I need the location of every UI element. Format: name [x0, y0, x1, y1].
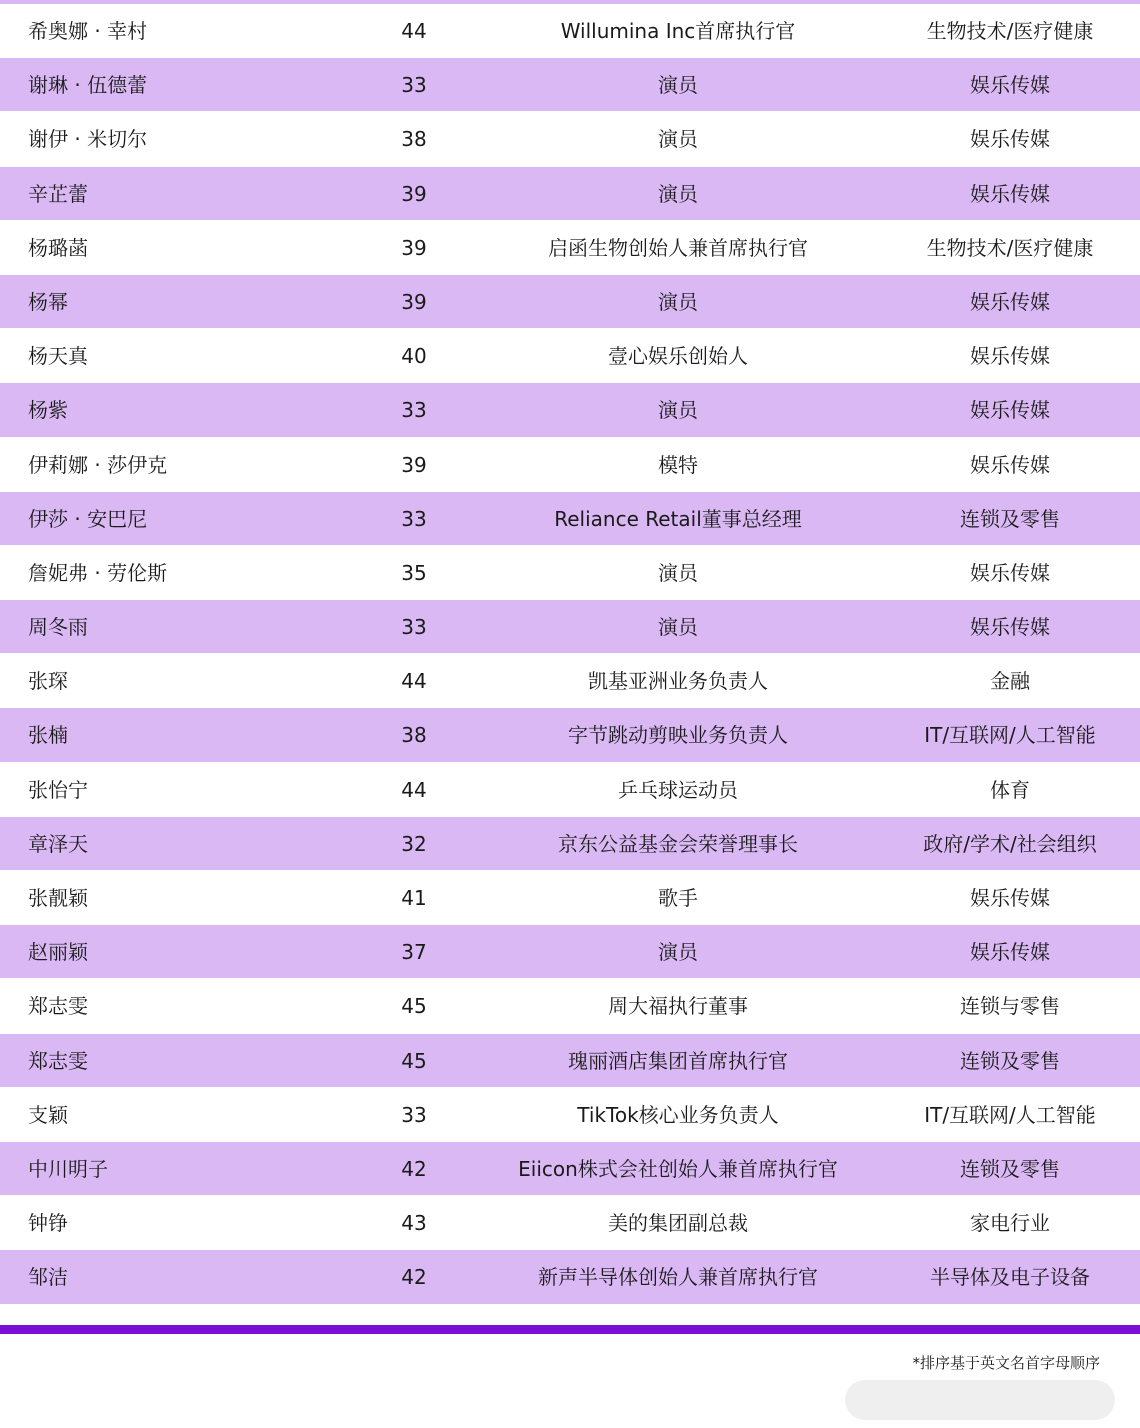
age-cell: 43 — [401, 1211, 427, 1236]
title-cell: 演员 — [658, 289, 698, 314]
title-cell: 演员 — [658, 127, 698, 152]
industry-cell: 连锁及零售 — [960, 506, 1060, 531]
age-cell: 33 — [401, 1102, 427, 1127]
title-cell: Reliance Retail董事总经理 — [554, 506, 802, 531]
age-cell: 33 — [401, 73, 427, 98]
name-cell: 邹洁 — [28, 1265, 68, 1290]
age-cell: 41 — [401, 886, 427, 910]
table-row — [0, 979, 1140, 1033]
industry-cell: 娱乐传媒 — [970, 452, 1050, 477]
title-cell: 演员 — [658, 73, 698, 98]
table-row — [0, 654, 1140, 708]
industry-cell: 半导体及电子设备 — [930, 1265, 1090, 1290]
name-cell: 张琛 — [28, 669, 68, 694]
age-cell: 44 — [401, 777, 427, 802]
title-cell: 歌手 — [658, 886, 698, 910]
name-cell: 伊莎 · 安巴尼 — [28, 506, 148, 531]
age-cell: 39 — [401, 289, 427, 314]
industry-cell: 娱乐传媒 — [970, 886, 1050, 910]
table-row — [0, 600, 1140, 654]
age-cell: 39 — [401, 235, 427, 260]
industry-cell: 娱乐传媒 — [970, 560, 1050, 585]
table-row — [0, 708, 1140, 762]
name-cell: 中川明子 — [28, 1156, 108, 1181]
table-row — [0, 112, 1140, 166]
name-cell: 张楠 — [28, 723, 68, 748]
table-row — [0, 1088, 1140, 1142]
title-cell: 演员 — [658, 398, 698, 423]
age-cell: 33 — [401, 615, 427, 640]
sort-footnote: *排序基于英文名首字母顺序 — [912, 1354, 1100, 1372]
age-cell: 42 — [401, 1265, 427, 1290]
industry-cell: IT/互联网/人工智能 — [924, 723, 1096, 748]
age-cell: 32 — [401, 831, 427, 856]
age-cell: 42 — [401, 1156, 427, 1181]
title-cell: 演员 — [658, 940, 698, 965]
table-row — [0, 383, 1140, 437]
table-row — [0, 438, 1140, 492]
name-cell: 杨璐菡 — [28, 235, 88, 260]
title-cell: 演员 — [658, 615, 698, 640]
table-row — [0, 817, 1140, 871]
title-cell: 周大福执行董事 — [608, 994, 748, 1019]
name-cell: 支颖 — [28, 1102, 68, 1127]
age-cell: 39 — [401, 181, 427, 206]
name-cell: 周冬雨 — [28, 615, 88, 640]
age-cell: 38 — [401, 723, 427, 748]
industry-cell: 体育 — [990, 777, 1030, 802]
people-table — [0, 4, 1140, 1305]
table-row — [0, 871, 1140, 925]
title-cell: Eiicon株式会社创始人兼首席执行官 — [518, 1156, 838, 1181]
title-cell: 壹心娱乐创始人 — [608, 344, 748, 369]
industry-cell: 金融 — [990, 669, 1030, 694]
table-row — [0, 329, 1140, 383]
age-cell: 45 — [401, 1048, 427, 1073]
title-cell: 凯基亚洲业务负责人 — [588, 669, 768, 694]
industry-cell: 连锁及零售 — [960, 1156, 1060, 1181]
industry-cell: 娱乐传媒 — [970, 940, 1050, 965]
title-cell: 启函生物创始人兼首席执行官 — [548, 235, 808, 260]
industry-cell: IT/互联网/人工智能 — [924, 1102, 1096, 1127]
industry-cell: 娱乐传媒 — [970, 181, 1050, 206]
title-cell: 演员 — [658, 560, 698, 585]
name-cell: 谢琳 · 伍德蕾 — [28, 73, 148, 98]
industry-cell: 生物技术/医疗健康 — [926, 19, 1094, 43]
table-row — [0, 4, 1140, 58]
industry-cell: 娱乐传媒 — [970, 344, 1050, 369]
name-cell: 希奥娜 · 幸村 — [28, 19, 148, 43]
title-cell: Willumina Inc首席执行官 — [560, 19, 796, 43]
name-cell: 赵丽颖 — [28, 940, 88, 965]
age-cell: 33 — [401, 398, 427, 423]
table-row — [0, 58, 1140, 112]
table-row — [0, 492, 1140, 546]
title-cell: 新声半导体创始人兼首席执行官 — [538, 1265, 818, 1290]
name-cell: 杨紫 — [28, 398, 68, 423]
title-cell: 乒乓球运动员 — [618, 777, 738, 802]
title-cell: 美的集团副总裁 — [608, 1211, 748, 1236]
title-cell: 演员 — [658, 181, 698, 206]
age-cell: 40 — [401, 344, 427, 369]
industry-cell: 娱乐传媒 — [970, 289, 1050, 314]
footer-accent-bar — [0, 1325, 1140, 1334]
industry-cell: 连锁与零售 — [960, 994, 1060, 1019]
name-cell: 郑志雯 — [28, 1048, 88, 1073]
industry-cell: 生物技术/医疗健康 — [926, 235, 1094, 260]
table-row — [0, 167, 1140, 221]
age-cell: 44 — [401, 19, 427, 43]
table-row — [0, 1196, 1140, 1250]
table-row — [0, 275, 1140, 329]
age-cell: 35 — [401, 560, 427, 585]
table-row — [0, 925, 1140, 979]
table-row — [0, 1142, 1140, 1196]
name-cell: 谢伊 · 米切尔 — [28, 127, 148, 152]
name-cell: 伊莉娜 · 莎伊克 — [28, 452, 168, 477]
name-cell: 章泽天 — [28, 831, 88, 856]
table-row — [0, 546, 1140, 600]
name-cell: 张靓颖 — [28, 886, 88, 910]
table-row — [0, 1034, 1140, 1088]
age-cell: 38 — [401, 127, 427, 152]
industry-cell: 娱乐传媒 — [970, 73, 1050, 98]
title-cell: 京东公益基金会荣誉理事长 — [558, 831, 798, 856]
name-cell: 杨天真 — [28, 344, 88, 369]
age-cell: 37 — [401, 940, 427, 965]
watermark — [845, 1380, 1115, 1420]
industry-cell: 娱乐传媒 — [970, 398, 1050, 423]
name-cell: 钟铮 — [28, 1211, 68, 1236]
title-cell: 模特 — [658, 452, 698, 477]
table-row — [0, 221, 1140, 275]
age-cell: 45 — [401, 994, 427, 1019]
name-cell: 郑志雯 — [28, 994, 88, 1019]
name-cell: 辛芷蕾 — [28, 181, 88, 206]
industry-cell: 娱乐传媒 — [970, 127, 1050, 152]
name-cell: 詹妮弗 · 劳伦斯 — [28, 560, 168, 585]
title-cell: 字节跳动剪映业务负责人 — [568, 723, 788, 748]
age-cell: 44 — [401, 669, 427, 694]
name-cell: 张怡宁 — [28, 777, 88, 802]
table-row — [0, 763, 1140, 817]
title-cell: 瑰丽酒店集团首席执行官 — [568, 1048, 788, 1073]
age-cell: 39 — [401, 452, 427, 477]
age-cell: 33 — [401, 506, 427, 531]
table-row — [0, 1250, 1140, 1304]
name-cell: 杨幂 — [28, 289, 68, 314]
industry-cell: 政府/学术/社会组织 — [923, 831, 1097, 856]
industry-cell: 娱乐传媒 — [970, 615, 1050, 640]
industry-cell: 家电行业 — [970, 1211, 1050, 1236]
title-cell: TikTok核心业务负责人 — [577, 1102, 779, 1127]
industry-cell: 连锁及零售 — [960, 1048, 1060, 1073]
